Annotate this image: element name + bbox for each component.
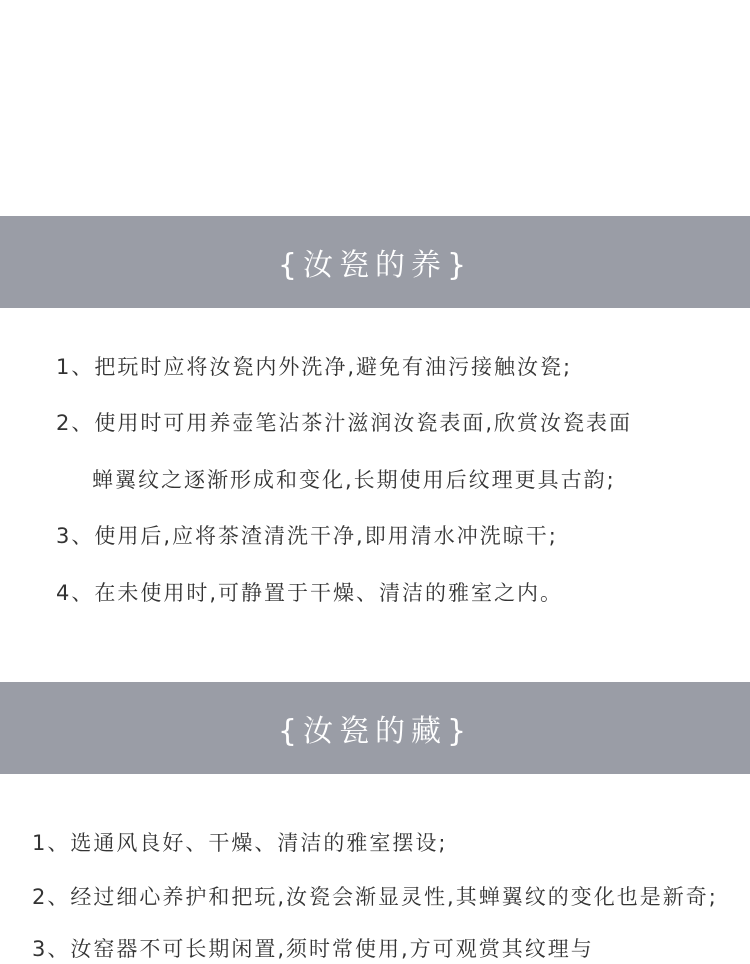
storage-item-1: 1、选通风良好、干燥、清洁的雅室摆设; bbox=[32, 831, 448, 855]
care-item-2: 2、使用时可用养壶笔沾茶汁滋润汝瓷表面,欣赏汝瓷表面 bbox=[56, 411, 633, 435]
care-item-3: 3、使用后,应将茶渣清洗干净,即用清水冲洗晾干; bbox=[56, 524, 558, 548]
care-item-1: 1、把玩时应将汝瓷内外洗净,避免有油污接触汝瓷; bbox=[56, 355, 573, 379]
storage-item-2: 2、经过细心养护和把玩,汝瓷会渐显灵性,其蝉翼纹的变化也是新奇; bbox=[32, 885, 718, 909]
care-item-4: 4、在未使用时,可静置于干燥、清洁的雅室之内。 bbox=[56, 581, 564, 605]
section-banner-storage bbox=[0, 682, 750, 774]
section-banner-care bbox=[0, 216, 750, 308]
care-item-2-continued: 蝉翼纹之逐渐形成和变化,长期使用后纹理更具古韵; bbox=[92, 468, 616, 492]
section-title-storage: {汝瓷的藏} bbox=[277, 714, 473, 749]
storage-item-3: 3、汝窑器不可长期闲置,须时常使用,方可观赏其纹理与 bbox=[32, 937, 594, 961]
section-title-care: {汝瓷的养} bbox=[277, 248, 473, 283]
